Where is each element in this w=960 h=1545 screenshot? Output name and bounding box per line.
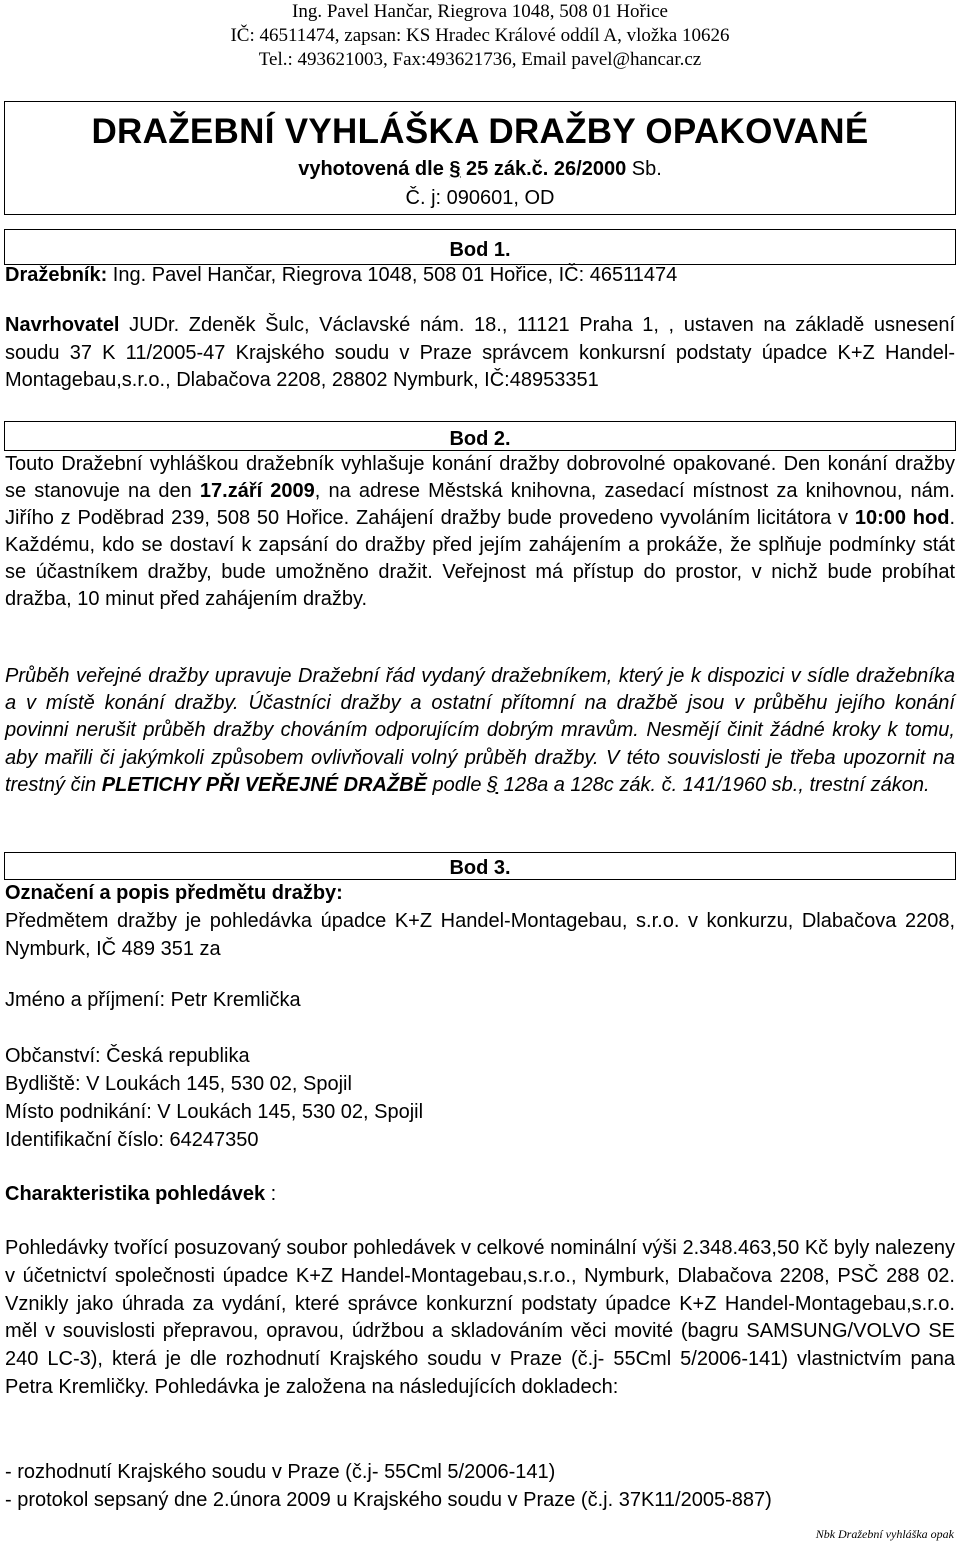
- auction-info-paragraph: [5, 451, 955, 613]
- rules-text-c: 128a a 128c zák. č. 141/1960 sb., trestní zákon.: [498, 773, 930, 796]
- rules-text-b: podle: [426, 773, 488, 796]
- auction-date: 17.září 2009: [199, 480, 315, 502]
- subtitle-law: 25 zák.č. 26/2000: [460, 158, 627, 180]
- receivables-paragraph: Pohledávky tvořící posuzovaný soubor pohledávek v celkové nominální výši 2.348.463,50 Kč byly nalezeny v účetnictví společnosti úpadce K+Z Handel-Montagebau,s.r.o., Nymburk, Dlabačova 2208, PSČ 288 02. Vznikly jako úhrada za vydání, které správce konkurzní podstaty úpadce K+Z Handel-Montagebau,s.r.o. měl v souvislosti přepravou, opravou, údržbou a skladováním věci movité (bagru SAMSUNG/VOLVO SE 240 LC-3), která je dle rozhodnutí Krajského soudu v Praze (č.j- 55Cml 5/2006-141) vlastnictvím pana Petra Kremličky. Pohledávka je založena na následujících dokladech:: [5, 1237, 955, 1398]
- document-item-1: - rozhodnutí Krajského soudu v Praze (č.j- 55Cml 5/2006-141): [5, 1461, 556, 1483]
- subject-description: Předmětem dražby je pohledávka úpadce K+Z Handel-Montagebau, s.r.o. v konkurzu, Dlabačova 2208, Nymburk, IČ 489 351 za: [5, 910, 955, 960]
- auction-info-text-b: , na adrese Městská knihovna, zasedací místnost za knihovnou, nám. Jiřího z Poděbrad 239, 508 50 Hořice. Zahájení dražby bude provedeno vyvoláním licitátora v: [5, 480, 955, 529]
- subtitle-sb: Sb.: [626, 158, 662, 180]
- drazebnik-line: [5, 262, 955, 290]
- debtor-residence: Bydliště: V Loukách 145, 530 02, Spojil: [5, 1073, 352, 1095]
- characteristics-label: Charakteristika pohledávek: [5, 1183, 266, 1205]
- auction-info-text-a: Touto Dražební vyhláškou dražebník vyhlašuje konání dražby dobrovolné opakované. Den konání dražby se stanovuje na den: [5, 453, 955, 502]
- characteristics-suffix: :: [265, 1183, 277, 1205]
- subject-heading: Označení a popis předmětu dražby:: [5, 882, 343, 904]
- section-heading-bod1: [4, 229, 956, 265]
- auction-info-text-c: . Každému, kdo se dostaví k zapsání do dražby před jejím zahájením a prokáže, že splňuje podmínky stát se účastníkem dražby, bude umožněno dražit. Veřejnost má přístup do prostor, v nichž bude probíhat dražba, 10 minut před zahájením dražby.: [5, 507, 955, 610]
- rules-text-a: Průběh veřejné dražby upravuje Dražební řád vydaný dražebníkem, který je k dispozici v sídle dražebníka a v místě konání dražby. Účastníci dražby a ostatní přítomní na dražbě jsou v průběhu jejího konání povinni nerušit průběh dražby chováním odporujícím dobrým mravům. Nesmějí činit žádné kroky k tomu, aby mařili či jakýmkoli způsobem ovlivňovali volný průběh dražby. V této souvislosti je třeba upozornit na trestný čin: [5, 665, 955, 796]
- letterhead-contact: Tel.: 493621003, Fax:493621736, Email pavel@hancar.cz: [258, 49, 702, 70]
- letterhead: [0, 0, 960, 72]
- reference-number: Č. j: 090601, OD: [405, 187, 555, 209]
- subtitle-prefix: vyhotovená dle: [298, 158, 450, 180]
- drazebnik-value: Ing. Pavel Hančar, Riegrova 1048, 508 01 Hořice, IČ: 46511474: [107, 264, 678, 286]
- debtor-id-number: Identifikační číslo: 64247350: [5, 1129, 259, 1151]
- debtor-business-place: Místo podnikání: V Loukách 145, 530 02, Spojil: [5, 1101, 424, 1123]
- debtor-name: Jméno a příjmení: Petr Kremlička: [5, 989, 301, 1011]
- title-box: [4, 101, 956, 215]
- crime-name: PLETICHY PŘI VEŘEJNÉ DRAŽBĚ: [101, 773, 427, 796]
- auction-rules-paragraph: [5, 663, 955, 799]
- drazebnik-label: Dražebník:: [5, 264, 108, 286]
- page-footer: Nbk Dražební vyhláška opak: [815, 1527, 954, 1541]
- auction-time: 10:00 hod: [854, 507, 950, 529]
- debtor-citizenship: Občanství: Česká republika: [5, 1045, 250, 1067]
- rules-paragraph-sign: §: [487, 773, 499, 796]
- section-heading-bod2: [4, 421, 956, 451]
- document-title: DRAŽEBNÍ VYHLÁŠKA DRAŽBY OPAKOVANÉ: [91, 112, 869, 151]
- paragraph-sign: §: [449, 158, 461, 180]
- navrhovatel-value: JUDr. Zdeněk Šulc, Václavské nám. 18., 11121 Praha 1, , ustaven na základě usnesení soudu 37 K 11/2005-47 Krajského soudu v Praze správcem konkursní podstaty úpadce K+Z Handel-Montagebau,s.r.o., Dlabačova 2208, 28802 Nymburk, IČ:48953351: [5, 314, 955, 391]
- navrhovatel-paragraph: [5, 312, 955, 395]
- document-subtitle: [5, 158, 955, 181]
- section-heading-bod3: [4, 852, 956, 880]
- letterhead-registration: IČ: 46511474, zapsan: KS Hradec Králové oddíl A, vložka 10626: [230, 25, 730, 46]
- bod3-heading-text: Bod 3.: [449, 857, 511, 879]
- letterhead-name: Ing. Pavel Hančar, Riegrova 1048, 508 01 Hořice: [292, 1, 668, 22]
- characteristics-heading: [5, 1181, 955, 1209]
- bod2-heading-text: Bod 2.: [449, 428, 511, 450]
- bod1-heading-text: Bod 1.: [449, 239, 511, 261]
- navrhovatel-label: Navrhovatel: [5, 314, 120, 336]
- document-item-2: - protokol sepsaný dne 2.února 2009 u Krajského soudu v Praze (č.j. 37K11/2005-887): [5, 1489, 772, 1511]
